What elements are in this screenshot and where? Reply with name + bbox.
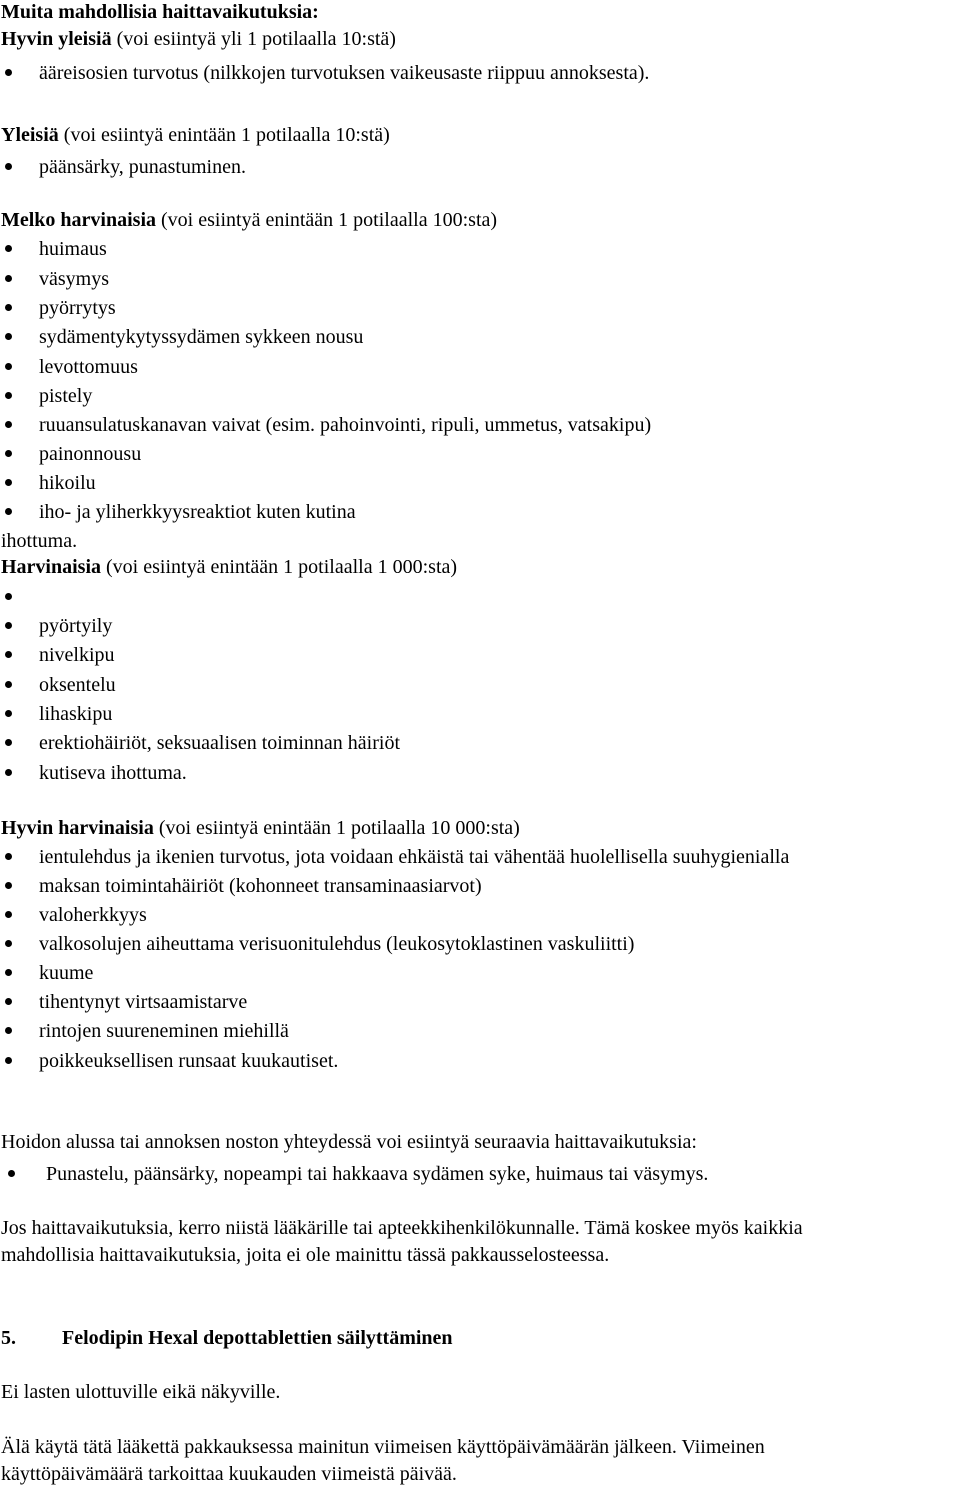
uncommon-heading: Melko harvinaisia (voi esiintyä enintään 1 potilaalla 100:sta) xyxy=(1,209,498,231)
uncommon-tail: ihottuma. xyxy=(1,530,78,552)
list-item: tihentynyt virtsaamistarve xyxy=(39,991,248,1013)
bullet-icon xyxy=(5,1027,12,1034)
bullet-icon xyxy=(5,508,12,515)
bullet-icon xyxy=(5,998,12,1005)
bullet-icon xyxy=(5,363,12,370)
list-item: nivelkipu xyxy=(39,644,115,666)
bullet-icon xyxy=(5,1057,12,1064)
common-heading: Yleisiä (voi esiintyä enintään 1 potilaalla 10:stä) xyxy=(1,124,390,146)
bullet-icon xyxy=(5,450,12,457)
bullet-icon xyxy=(5,853,12,860)
list-item: rintojen suureneminen miehillä xyxy=(39,1020,289,1042)
bullet-icon xyxy=(5,304,12,311)
list-item: huimaus xyxy=(39,238,107,260)
bullet-icon xyxy=(5,392,12,399)
bullet-icon xyxy=(5,911,12,918)
bullet-icon xyxy=(5,681,12,688)
list-item: poikkeuksellisen runsaat kuukautiset. xyxy=(39,1050,339,1072)
report-notice-line: Jos haittavaikutuksia, kerro niistä lääkärille tai apteekkihenkilökunnalle. Tämä koskee myös kaikkia xyxy=(1,1217,803,1239)
bullet-icon xyxy=(5,622,12,629)
list-item: pistely xyxy=(39,385,93,407)
list-item: hikoilu xyxy=(39,472,96,494)
list-item: kuume xyxy=(39,962,94,984)
bullet-icon xyxy=(5,651,12,658)
start-treatment-intro: Hoidon alussa tai annoksen noston yhteydessä voi esiintyä seuraavia haittavaikutuksia: xyxy=(1,1131,697,1153)
very-rare-heading: Hyvin harvinaisia (voi esiintyä enintään 1 potilaalla 10 000:sta) xyxy=(1,817,520,839)
report-notice-line: mahdollisia haittavaikutuksia, joita ei ole mainittu tässä pakkausselosteessa. xyxy=(1,1244,610,1266)
bullet-icon xyxy=(5,593,12,600)
storage-paragraph: Ei lasten ulottuville eikä näkyville. xyxy=(1,1381,281,1403)
list-item: ruuansulatuskanavan vaivat (esim. pahoinvointi, ripuli, ummetus, vatsakipu) xyxy=(39,414,652,436)
bullet-icon xyxy=(8,1170,15,1177)
bullet-icon xyxy=(5,882,12,889)
list-item: väsymys xyxy=(39,268,109,290)
list-item: painonnousu xyxy=(39,443,142,465)
list-item: oksentelu xyxy=(39,674,116,696)
list-item: sydämentykytyssydämen sykkeen nousu xyxy=(39,326,364,348)
rare-heading: Harvinaisia (voi esiintyä enintään 1 potilaalla 1 000:sta) xyxy=(1,556,458,578)
list-item: ientulehdus ja ikenien turvotus, jota voidaan ehkäistä tai vähentää huolellisella suuhygienialla xyxy=(39,846,790,868)
bullet-icon xyxy=(5,163,12,170)
list-item: iho- ja yliherkkyysreaktiot kuten kutina xyxy=(39,501,356,523)
list-item: pyörtyily xyxy=(39,615,113,637)
bullet-icon xyxy=(5,710,12,717)
bullet-icon xyxy=(5,969,12,976)
list-item: pyörrytys xyxy=(39,297,116,319)
expiry-paragraph-line: Älä käytä tätä lääkettä pakkauksessa mainitun viimeisen käyttöpäivämäärän jälkeen. Viimeinen xyxy=(1,1436,765,1458)
section-5-heading: 5. Felodipin Hexal depottablettien säilyttäminen xyxy=(1,1327,453,1349)
list-item: ääreisosien turvotus (nilkkojen turvotuksen vaikeusaste riippuu annoksesta). xyxy=(39,62,650,84)
list-item: levottomuus xyxy=(39,356,138,378)
list-item: erektiohäiriöt, seksuaalisen toiminnan häiriöt xyxy=(39,732,401,754)
very-common-heading: Hyvin yleisiä (voi esiintyä yli 1 potilaalla 10:stä) xyxy=(1,28,396,50)
bullet-icon xyxy=(5,739,12,746)
bullet-icon xyxy=(5,769,12,776)
list-item: päänsärky, punastuminen. xyxy=(39,156,246,178)
list-item: lihaskipu xyxy=(39,703,113,725)
expiry-paragraph-line: käyttöpäivämäärä tarkoittaa kuukauden viimeistä päivää. xyxy=(1,1463,457,1485)
bullet-icon xyxy=(5,275,12,282)
bullet-icon xyxy=(5,333,12,340)
bullet-icon xyxy=(5,479,12,486)
side-effects-title: Muita mahdollisia haittavaikutuksia: xyxy=(1,1,319,23)
bullet-icon xyxy=(5,69,12,76)
bullet-icon xyxy=(5,940,12,947)
list-item: maksan toimintahäiriöt (kohonneet transaminaasiarvot) xyxy=(39,875,482,897)
list-item: valkosolujen aiheuttama verisuonitulehdus (leukosytoklastinen vaskuliitti) xyxy=(39,933,635,955)
bullet-icon xyxy=(5,245,12,252)
list-item: Punastelu, päänsärky, nopeampi tai hakkaava sydämen syke, huimaus tai väsymys. xyxy=(46,1163,709,1185)
list-item: kutiseva ihottuma. xyxy=(39,762,187,784)
list-item: valoherkkyys xyxy=(39,904,147,926)
bullet-icon xyxy=(5,421,12,428)
